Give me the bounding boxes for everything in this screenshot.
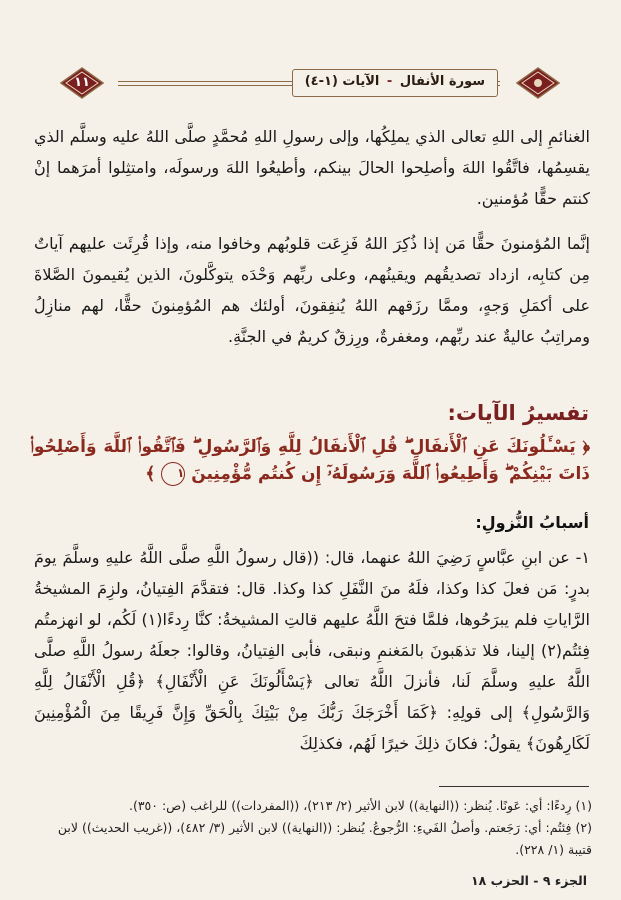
paragraph-summary-1: الغنائمِ إلى اللهِ تعالى الذي يملِكُها، وإلى رسولِ اللهِ مُحمَّدٍ صلَّى اللهُ عليه وسلَّم الذي يقسِمُها، فاتَّقُوا اللهَ وأصلِحوا الحالَ بينكم، وأطيعُوا اللهَ ورسولَه، وامتثِلوا أمرَهما إنْ كنتم حقًّا مُؤمنين. [34,127,590,208]
footnote-1: (١) رِدءًا: أي: عَونًا. يُنظر: ((النهاية)) لابن الأثير (٢/ ٢١٣)، ((المفردات)) للراغب (ص: ٣٥٠). [128,798,592,813]
page-footer: الجزء ٩ - الحزب ١٨ [471,873,587,888]
quran-verse [30,434,590,488]
section-title: تفسيرُ الآيات: [447,401,589,425]
running-title [292,69,498,97]
page-header [60,62,560,104]
header-ornament-icon [516,67,560,99]
ayah-number: ١ [161,462,185,486]
subheading-reasons: أسبابُ النُّزولِ: [475,513,589,532]
footnote-2: (٢) فِئتُم: أي: رَجَعتم. وأصلُ الفَيءِ: الرُّجوعُ. يُنظر: ((النهاية)) لابن الأثير (٣/ ٤٨٢)، ((غريب الحديث)) لابن قتيبة (١/ ٢٢٨). [57,820,592,857]
page-number-ornament [60,67,104,99]
ayat-range: الآيات (١-٤) [304,74,380,89]
paragraph-summary-2: إنَّما المُؤمنونَ حقًّا مَن إذا ذُكِرَ اللهُ فَزِعَت قلوبُهم وخافوا منه، وإذا قُرِئَت عليهم آياتٌ مِن كتابِه، ازداد تصديقُهم ويقينُهم، وعلى ربِّهم وَحْدَه يتوكَّلونَ، الذين يُقيمونَ الصَّلاةَ على أكمَلِ وَجهٍ، وممَّا رزَقهم اللهُ يُنفِقونَ، أولئك هم المُؤمِنونَ حقًّا، لهم منازِلُ ومراتِبُ عاليةٌ عند ربِّهم، ومغفرةٌ، ورِزقٌ كريمٌ في الجنَّةِ. [34,234,590,346]
surah-name: سورة الأنفال [399,74,485,89]
paragraph-hadith: ١- عن ابنِ عبَّاسٍ رَضِيَ اللهُ عنهما، قال: ((قال رسولُ اللَّهِ صلَّى اللَّهُ عليهِ وسلَّمَ يومَ بدرٍ: مَن فعلَ كذا وكذا، فلَهُ منَ النَّفَلِ كذا وكذا. قال: فتقدَّمَ الفِتيانُ، ولزِمَ المشيخةُ الرَّاياتِ فلم يبرَحُوها، فلمَّا فتحَ اللَّهُ عليهم قالتِ المشيخةُ: كنَّا رِدءًا(١) لَكُم، لو انهزمتُم فِئتُم(٢) إلينا، فلا تذهَبونَ بالمَغنمِ ونبقى، فأبى الفِتيانُ، وقالوا: جعلَهُ رسولُ اللَّهِ صلَّى اللَّهُ عليهِ وسلَّمَ لَنا، فأنزلَ اللَّهُ تعالى ﴿يَسْأَلُونَكَ عَنِ الْأَنْفَالِ﴾ ﴿قُلِ الْأَنْفَالُ لِلَّهِ وَالرَّسُولِ﴾ إلى قولِهِ: ﴿كَمَا أَخْرَجَكَ رَبُّكَ مِنْ بَيْتِكَ بِالْحَقِّ وَإِنَّ فَرِيقًا مِنَ الْمُؤْمِنِينَ لَكَارِهُونَ﴾ يقولُ: فكانَ ذلِكَ خيرًا لَهُم، فكذلِكَ [34,548,591,753]
title-separator: - [386,74,393,89]
page-number: ١١ [74,75,90,90]
footnote-divider [439,786,589,787]
quran-bracket-close: ﴾ [145,464,156,484]
quran-verse-text: ﴿ يَسْـَٔلُونَكَ عَنِ ٱلْأَنفَالِ ۖ قُلِ ٱلْأَنفَالُ لِلَّهِ وَٱلرَّسُولِ ۖ فَٱتَّقُوا۟ ٱللَّهَ وَأَصْلِحُوا۟ ذَاتَ بَيْنِكُمْ ۖ وَأَطِيعُوا۟ ٱللَّهَ وَرَسُولَهُۥٓ إِن كُنتُم مُّؤْمِنِينَ [30,437,590,484]
